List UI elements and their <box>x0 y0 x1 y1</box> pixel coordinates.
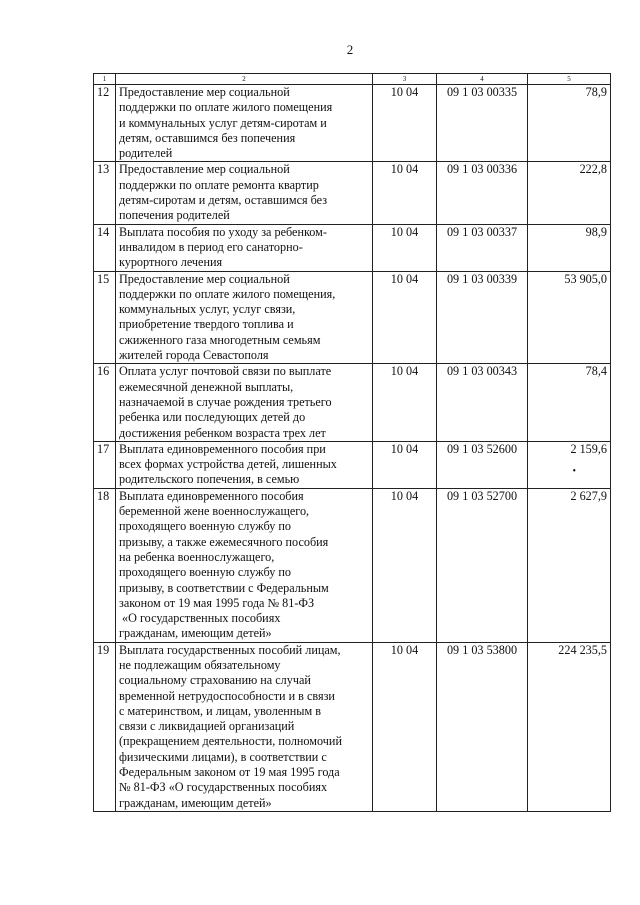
row-number: 14 <box>94 224 116 271</box>
amount-value: 2 627,9 <box>570 488 607 503</box>
description-line: назначаемой в случае рождения третьего <box>119 394 332 409</box>
amount-value: 2 159,6 <box>570 441 607 456</box>
row-amount <box>528 642 611 811</box>
row-number: 17 <box>94 441 116 488</box>
row-amount <box>528 488 611 642</box>
scan-artifact-dot: • <box>572 465 576 477</box>
description-line: на ребенка военнослужащего, <box>119 549 275 564</box>
description-line: жителей города Севастополя <box>119 348 269 363</box>
description-line: физическими лицами), в соответствии с <box>119 749 327 764</box>
description-line: Предоставление мер социальной <box>119 162 290 177</box>
row-target-article: 09 1 03 00336 <box>437 162 528 224</box>
description-line: проходящего военную службу по <box>119 565 292 580</box>
description-line: Предоставление мер социальной <box>119 85 290 99</box>
description-line: социальному страхованию на случай <box>119 673 311 688</box>
row-amount <box>528 162 611 224</box>
description-line: гражданам, имеющим детей» <box>119 626 272 641</box>
amount-value: 78,9 <box>585 85 607 99</box>
row-number: 18 <box>94 488 116 642</box>
row-number: 16 <box>94 364 116 441</box>
description-line: сжиженного газа многодетным семьям <box>119 332 321 347</box>
row-target-article: 09 1 03 00337 <box>437 224 528 271</box>
column-section-header: 3 <box>373 74 437 85</box>
description-line: «О государственных пособиях <box>119 611 281 626</box>
row-target-article: 09 1 03 00343 <box>437 364 528 441</box>
column-number-header: 1 <box>94 74 116 85</box>
row-description <box>116 364 373 441</box>
row-target-article: 09 1 03 52700 <box>437 488 528 642</box>
description-line: Выплата пособия по уходу за ребенком- <box>119 224 327 239</box>
description-line: проходящего военную службу по <box>119 519 292 534</box>
description-line: временной нетрудоспособности и в связи <box>119 688 335 703</box>
table-row <box>94 441 611 488</box>
description-line: инвалидом в период его санаторно- <box>119 239 303 254</box>
description-line: гражданам, имеющим детей» <box>119 795 272 810</box>
row-amount <box>528 364 611 441</box>
row-amount <box>528 441 611 488</box>
row-target-article: 09 1 03 00335 <box>437 85 528 162</box>
page-number: 2 <box>346 42 354 57</box>
description-line: приобретение твердого топлива и <box>119 317 294 332</box>
table-row <box>94 488 611 642</box>
row-section-code: 10 04 <box>373 364 437 441</box>
table-row <box>94 85 611 162</box>
amount-value: 78,4 <box>585 364 607 379</box>
description-line: достижения ребенком возраста трех лет <box>119 425 326 440</box>
row-target-article: 09 1 03 00339 <box>437 271 528 364</box>
amount-value: 222,8 <box>579 162 607 177</box>
row-amount <box>528 224 611 271</box>
row-description <box>116 441 373 488</box>
row-section-code: 10 04 <box>373 488 437 642</box>
table-row <box>94 162 611 224</box>
description-line: Оплата услуг почтовой связи по выплате <box>119 364 332 379</box>
description-line: родительского попечения, в семью <box>119 472 300 487</box>
description-line: коммунальных услуг, услуг связи, <box>119 302 296 317</box>
description-line: Предоставление мер социальной <box>119 271 290 286</box>
row-section-code: 10 04 <box>373 224 437 271</box>
row-amount <box>528 271 611 364</box>
table-row <box>94 224 611 271</box>
row-section-code: 10 04 <box>373 441 437 488</box>
description-line: беременной жене военнослужащего, <box>119 504 310 519</box>
row-section-code: 10 04 <box>373 642 437 811</box>
row-description <box>116 271 373 364</box>
row-description <box>116 488 373 642</box>
description-line: поддержки по оплате ремонта квартир <box>119 177 319 192</box>
row-number: 15 <box>94 271 116 364</box>
description-line: ребенка или последующих детей до <box>119 410 306 425</box>
description-line: поддержки по оплате жилого помещения <box>119 100 333 115</box>
description-line: (прекращением деятельности, полномочий <box>119 734 342 749</box>
description-line: Выплата единовременного пособия <box>119 488 304 503</box>
table-row <box>94 642 611 811</box>
row-description <box>116 224 373 271</box>
description-line: призыву, в соответствии с Федеральным <box>119 580 329 595</box>
row-number: 19 <box>94 642 116 811</box>
description-line: № 81-ФЗ «О государственных пособиях <box>119 780 328 795</box>
description-line: с материнством, и лицам, уволенным в <box>119 703 321 718</box>
description-line: связи с ликвидацией организаций <box>119 719 295 734</box>
row-amount <box>528 85 611 162</box>
table-body <box>94 74 611 812</box>
description-line: призыву, а также ежемесячного пособия <box>119 534 329 549</box>
description-line: курортного лечения <box>119 255 223 270</box>
column-amount-header: 5 <box>528 74 611 85</box>
description-line: ежемесячной денежной выплаты, <box>119 379 294 394</box>
description-line: родителей <box>119 146 173 161</box>
description-line: не подлежащим обязательному <box>119 657 281 672</box>
row-section-code: 10 04 <box>373 85 437 162</box>
description-line: Федеральным законом от 19 мая 1995 года <box>119 765 340 780</box>
row-number: 13 <box>94 162 116 224</box>
row-description <box>116 642 373 811</box>
row-number: 12 <box>94 85 116 162</box>
description-line: и коммунальных услуг детям-сиротам и <box>119 115 327 130</box>
description-line: поддержки по оплате жилого помещения, <box>119 286 336 301</box>
row-description <box>116 162 373 224</box>
amount-value: 53 905,0 <box>564 271 607 286</box>
table-row <box>94 364 611 441</box>
description-line: детям-сиротам и детям, оставшимся без <box>119 193 328 208</box>
description-line: детям, оставшимся без попечения <box>119 130 296 145</box>
column-csr-header: 4 <box>437 74 528 85</box>
row-target-article: 09 1 03 53800 <box>437 642 528 811</box>
budget-table <box>93 73 611 812</box>
description-line: попечения родителей <box>119 208 230 223</box>
table-row <box>94 271 611 364</box>
description-line: Выплата государственных пособий лицам, <box>119 642 341 657</box>
row-section-code: 10 04 <box>373 162 437 224</box>
row-description <box>116 85 373 162</box>
amount-value: 224 235,5 <box>558 642 607 657</box>
column-name-header: 2 <box>116 74 373 85</box>
description-line: Выплата единовременного пособия при <box>119 441 326 456</box>
description-line: законом от 19 мая 1995 года № 81-ФЗ <box>119 595 315 610</box>
amount-value: 98,9 <box>585 224 607 239</box>
table-header-row <box>94 74 611 85</box>
row-section-code: 10 04 <box>373 271 437 364</box>
row-target-article: 09 1 03 52600 <box>437 441 528 488</box>
description-line: всех формах устройства детей, лишенных <box>119 457 337 472</box>
